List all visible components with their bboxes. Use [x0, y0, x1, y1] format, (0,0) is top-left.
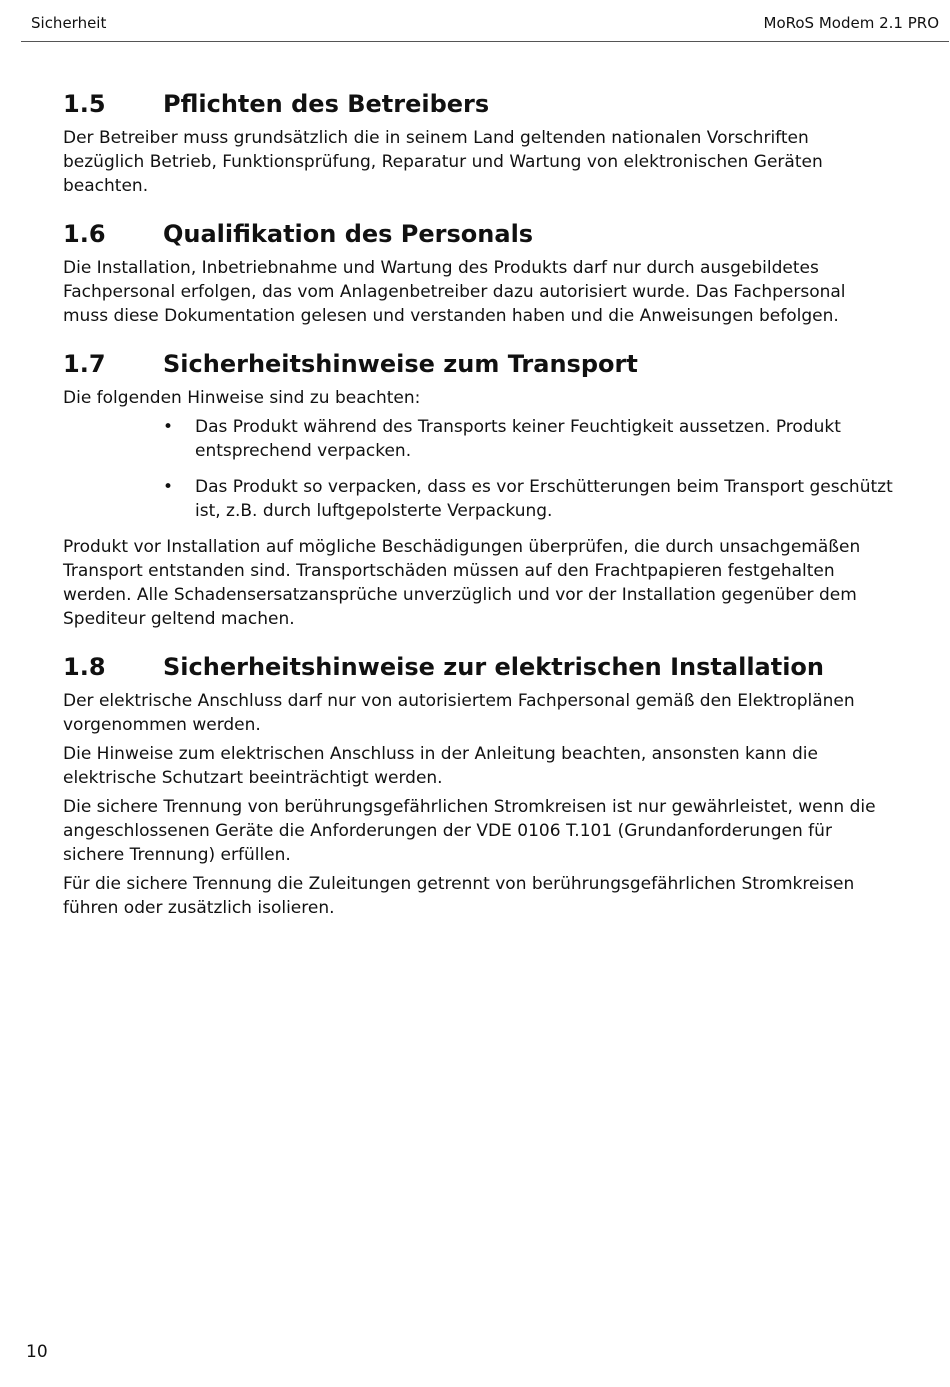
section-heading: [63, 218, 893, 250]
page-header: [21, 0, 949, 42]
paragraph: Die Installation, Inbetriebnahme und Wartung des Produkts darf nur durch ausgebildetes Fachpersonal erfolgen, das vom Anlagenbetreiber dazu autorisiert wurde. Das Fachpersonal muss diese Dokumentation gelesen und verstanden haben und die Anweisungen befolgen.: [63, 258, 846, 326]
page-content: [63, 88, 893, 940]
list-item-text: Das Produkt während des Transports keiner Feuchtigkeit aussetzen. Produkt entsprechend verpacken.: [195, 417, 841, 461]
section-heading: [63, 88, 893, 120]
section-1-5: [63, 88, 893, 198]
section-title: Sicherheitshinweise zum Transport: [163, 350, 638, 378]
section-1-6: [63, 218, 893, 328]
header-chapter-title: Sicherheit: [31, 14, 107, 32]
section-number: 1.7: [63, 350, 106, 378]
paragraph: Die folgenden Hinweise sind zu beachten:: [63, 388, 421, 408]
section-title: Sicherheitshinweise zur elektrischen Installation: [163, 653, 825, 681]
list-item-text: Das Produkt so verpacken, dass es vor Erschütterungen beim Transport geschützt ist, z.B. durch luftgepolsterte Verpackung.: [195, 477, 893, 521]
paragraph: Die Hinweise zum elektrischen Anschluss in der Anleitung beachten, ansonsten kann die elektrische Schutzart beeinträchtigt werden.: [63, 744, 818, 788]
paragraph: Produkt vor Installation auf mögliche Beschädigungen überprüfen, die durch unsachgemäßen Transport entstanden sind. Transportschäden müssen auf den Frachtpapieren festgehalten werden. Alle Schadensersatzansprüche unverzüglich und vor der Installation gegenüber dem Spediteur geltend machen.: [63, 537, 861, 629]
paragraph: Der Betreiber muss grundsätzlich die in seinem Land geltenden nationalen Vorschriften bezüglich Betrieb, Funktionsprüfung, Reparatur und Wartung von elektronischen Geräten beachten.: [63, 128, 823, 196]
section-number: 1.8: [63, 653, 106, 681]
list-item: [163, 475, 893, 523]
bullet-list: [63, 415, 893, 523]
bullet-icon: •: [163, 477, 174, 497]
section-heading: [63, 651, 893, 683]
section-1-7: [63, 348, 893, 631]
page-number: 10: [26, 1342, 48, 1362]
section-title: Qualifikation des Personals: [163, 220, 534, 248]
header-product-name: MoRoS Modem 2.1 PRO: [763, 14, 939, 32]
paragraph: Die sichere Trennung von berührungsgefährlichen Stromkreisen ist nur gewährleistet, wenn die angeschlossenen Geräte die Anforderungen der VDE 0106 T.101 (Grundanforderungen für sichere Trennung) erfüllen.: [63, 797, 876, 865]
section-number: 1.6: [63, 220, 106, 248]
paragraph: Für die sichere Trennung die Zuleitungen getrennt von berührungsgefährlichen Stromkreisen führen oder zusätzlich isolieren.: [63, 874, 855, 918]
section-number: 1.5: [63, 90, 106, 118]
section-title: Pflichten des Betreibers: [163, 90, 490, 118]
section-heading: [63, 348, 893, 380]
section-1-8: [63, 651, 893, 920]
list-item: [163, 415, 893, 463]
bullet-icon: •: [163, 417, 174, 437]
paragraph: Der elektrische Anschluss darf nur von autorisiertem Fachpersonal gemäß den Elektroplänen vorgenommen werden.: [63, 691, 855, 735]
